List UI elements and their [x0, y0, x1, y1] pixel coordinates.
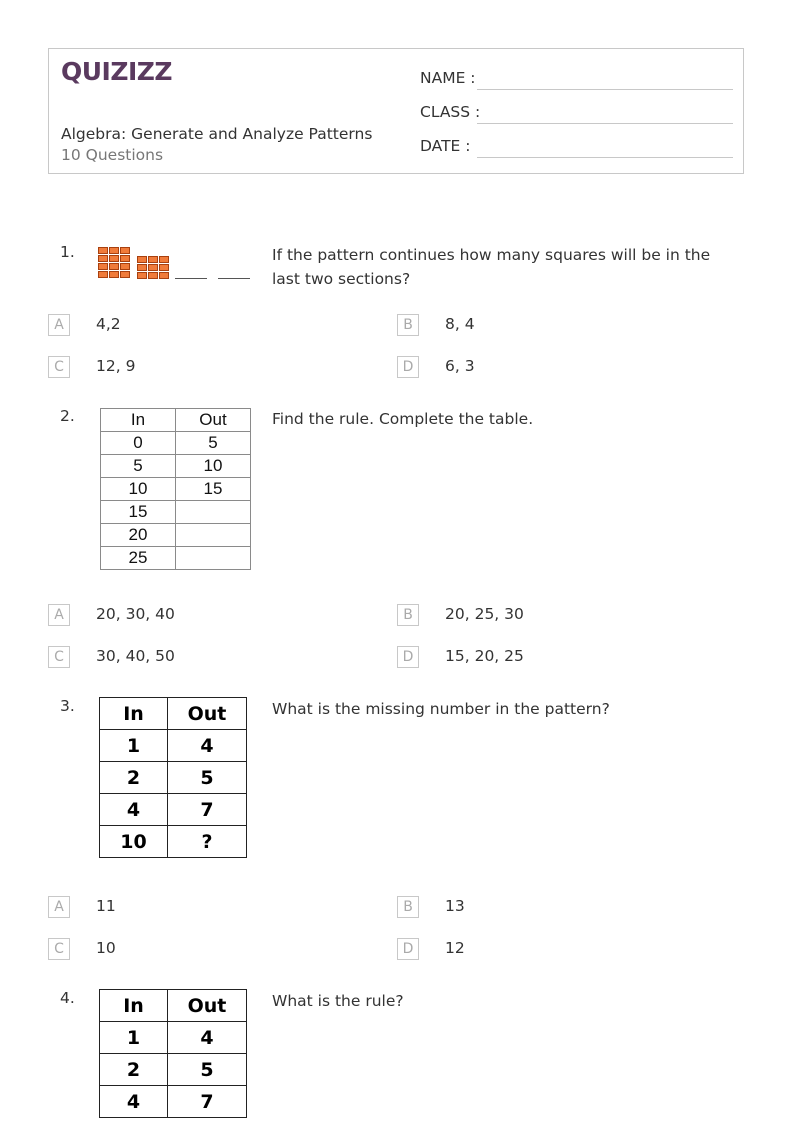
pattern-square	[120, 263, 130, 270]
pattern-square	[109, 255, 119, 262]
option-letter: A	[48, 604, 70, 626]
pattern-squares-section-1	[98, 247, 130, 278]
table-cell: 7	[168, 1086, 247, 1118]
table-row	[100, 1086, 247, 1118]
option-text: 12, 9	[96, 357, 136, 375]
pattern-square	[98, 255, 108, 262]
pattern-square	[109, 263, 119, 270]
option-text: 11	[96, 897, 116, 915]
option-letter: A	[48, 896, 70, 918]
date-line[interactable]	[477, 157, 733, 158]
table-cell: 7	[168, 794, 247, 826]
pattern-square	[159, 264, 169, 271]
table-cell: 1	[100, 1022, 168, 1054]
table-row	[101, 524, 251, 547]
option-letter: C	[48, 938, 70, 960]
option-text: 30, 40, 50	[96, 647, 175, 665]
table-cell: 1	[100, 730, 168, 762]
table-cell: 10	[176, 455, 251, 478]
pattern-square	[159, 256, 169, 263]
class-label: CLASS :	[420, 103, 481, 121]
table-cell: 5	[168, 762, 247, 794]
pattern-square	[137, 272, 147, 279]
option-text: 6, 3	[445, 357, 475, 375]
pattern-square	[109, 271, 119, 278]
option-text: 20, 30, 40	[96, 605, 175, 623]
date-label: DATE :	[420, 137, 471, 155]
option-text: 8, 4	[445, 315, 475, 333]
table-row	[100, 794, 247, 826]
pattern-square	[98, 271, 108, 278]
table-cell: 4	[168, 730, 247, 762]
class-line[interactable]	[477, 123, 733, 124]
table-cell: 15	[101, 501, 176, 524]
table-row	[101, 478, 251, 501]
table-cell: 25	[101, 547, 176, 570]
in-out-table	[100, 408, 251, 570]
table-cell: 5	[101, 455, 176, 478]
name-label: NAME :	[420, 69, 476, 87]
question-text: What is the missing number in the pattern?	[272, 700, 610, 718]
table-cell: 5	[176, 432, 251, 455]
table-cell: 0	[101, 432, 176, 455]
option-letter: B	[397, 314, 419, 336]
table-header: In	[100, 990, 168, 1022]
table-cell: ?	[168, 826, 247, 858]
table-cell: 5	[168, 1054, 247, 1086]
table-row	[100, 730, 247, 762]
pattern-blank-3	[175, 278, 207, 279]
pattern-square	[120, 255, 130, 262]
table-row	[100, 826, 247, 858]
table-row	[101, 547, 251, 570]
table-row	[100, 1054, 247, 1086]
table-header: In	[101, 409, 176, 432]
in-out-table	[99, 697, 247, 858]
pattern-square	[148, 256, 158, 263]
pattern-square	[137, 256, 147, 263]
question-number: 4.	[60, 989, 75, 1007]
worksheet-header	[48, 48, 744, 174]
table-cell: 20	[101, 524, 176, 547]
option-text: 10	[96, 939, 116, 957]
option-text: 13	[445, 897, 465, 915]
pattern-square	[159, 272, 169, 279]
option-letter: C	[48, 356, 70, 378]
pattern-squares-section-2	[137, 256, 169, 279]
in-out-table	[99, 989, 247, 1118]
question-text: Find the rule. Complete the table.	[272, 410, 534, 428]
table-row	[101, 432, 251, 455]
question-text: If the pattern continues how many squares will be in the last two sections?	[272, 246, 711, 288]
pattern-square	[137, 264, 147, 271]
option-letter: B	[397, 604, 419, 626]
worksheet-title: Algebra: Generate and Analyze Patterns	[61, 125, 373, 143]
option-text: 15, 20, 25	[445, 647, 524, 665]
option-letter: D	[397, 356, 419, 378]
option-letter: C	[48, 646, 70, 668]
table-cell: 15	[176, 478, 251, 501]
pattern-square	[148, 264, 158, 271]
option-text: 12	[445, 939, 465, 957]
question-number: 2.	[60, 407, 75, 425]
table-cell: 2	[100, 762, 168, 794]
table-cell: 4	[168, 1022, 247, 1054]
option-letter: B	[397, 896, 419, 918]
pattern-square	[148, 272, 158, 279]
table-cell	[176, 501, 251, 524]
question-text: What is the rule?	[272, 992, 404, 1010]
table-row	[101, 455, 251, 478]
table-header: Out	[168, 990, 247, 1022]
option-text: 4,2	[96, 315, 121, 333]
table-row	[100, 762, 247, 794]
table-cell: 10	[100, 826, 168, 858]
quizizz-logo: QUIZIZZ	[61, 57, 173, 86]
table-cell: 10	[101, 478, 176, 501]
question-number: 3.	[60, 697, 75, 715]
table-row	[100, 1022, 247, 1054]
question-count: 10 Questions	[61, 146, 164, 164]
pattern-square	[98, 247, 108, 254]
table-row	[101, 501, 251, 524]
option-text: 20, 25, 30	[445, 605, 524, 623]
table-cell	[176, 524, 251, 547]
table-header: Out	[176, 409, 251, 432]
pattern-square	[120, 247, 130, 254]
pattern-blank-4	[218, 278, 250, 279]
option-letter: D	[397, 646, 419, 668]
table-cell: 2	[100, 1054, 168, 1086]
question-number: 1.	[60, 243, 75, 261]
pattern-square	[98, 263, 108, 270]
option-letter: A	[48, 314, 70, 336]
option-letter: D	[397, 938, 419, 960]
table-cell: 4	[100, 1086, 168, 1118]
table-cell	[176, 547, 251, 570]
table-header: Out	[168, 698, 247, 730]
table-cell: 4	[100, 794, 168, 826]
name-line[interactable]	[477, 89, 733, 90]
pattern-square	[120, 271, 130, 278]
table-header: In	[100, 698, 168, 730]
pattern-square	[109, 247, 119, 254]
